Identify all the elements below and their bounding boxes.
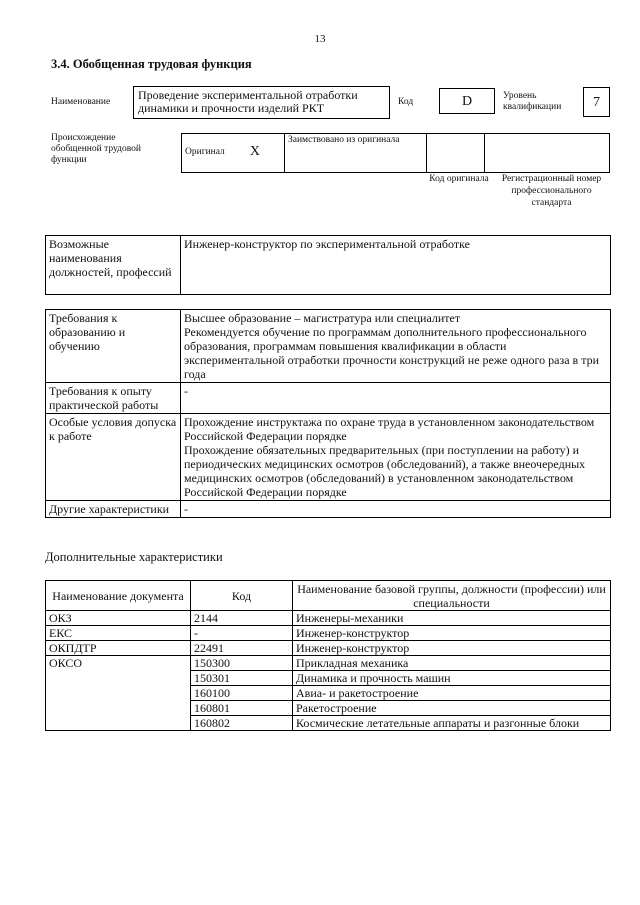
requirement-label: Требования к образованию и обучению (46, 310, 181, 383)
code-cell: 160801 (191, 701, 293, 716)
doc-cell: ОКСО (46, 656, 191, 731)
code-cell: 2144 (191, 611, 293, 626)
requirement-value (181, 501, 611, 518)
requirements-table (45, 309, 611, 518)
code-cell: 160802 (191, 716, 293, 731)
name-cell: Прикладная механика (293, 656, 611, 671)
requirement-row (46, 383, 611, 414)
origin-table (181, 133, 610, 173)
code-cell: 150300 (191, 656, 293, 671)
function-name-box (133, 86, 390, 119)
requirement-value (181, 310, 611, 383)
code-box (439, 88, 495, 114)
requirement-label: Другие характеристики (46, 501, 181, 518)
name-cell: Инженеры-механики (293, 611, 611, 626)
name-cell: Динамика и прочность машин (293, 671, 611, 686)
name-cell: Космические летательные аппараты и разгонные блоки (293, 716, 611, 731)
requirement-row (46, 310, 611, 383)
function-name: Проведение экспериментальной отработки динамики и прочности изделий РКТ (138, 88, 358, 115)
requirement-row (46, 414, 611, 501)
header-code: Код (191, 581, 293, 611)
requirement-line: - (184, 384, 188, 398)
section-title: 3.4. Обобщенная трудовая функция (51, 57, 252, 71)
page-number: 13 (314, 33, 326, 45)
code-original-note: Код оригинала (429, 174, 489, 184)
requirement-value (181, 414, 611, 501)
requirement-line: Высшее образование – магистратура или специалитет (184, 311, 461, 325)
doc-cell: ЕКС (46, 626, 191, 641)
borrowed-label: Заимствовано из оригинала (288, 135, 400, 145)
name-cell: Ракетостроение (293, 701, 611, 716)
requirement-label: Требования к опыту практической работы (46, 383, 181, 414)
original-mark: X (249, 144, 260, 159)
name-cell: Инженер-конструктор (293, 641, 611, 656)
name-cell: Инженер-конструктор (293, 626, 611, 641)
level-box (583, 87, 610, 117)
requirement-value (181, 383, 611, 414)
code-cell: 150301 (191, 671, 293, 686)
header-name: Наименование базовой группы, должности (профессии) или специальности (293, 581, 611, 611)
header-document: Наименование документа (46, 581, 191, 611)
requirement-line: Прохождение инструктажа по охране труда в установленном законодательством Российской Федерации порядке (184, 415, 595, 443)
reg-number-cell (485, 134, 610, 173)
borrowed-cell (285, 134, 427, 173)
table-row (46, 611, 611, 626)
table-row (46, 656, 611, 671)
requirement-line: Прохождение обязательных предварительных (при поступлении на работу) и периодических медицинских осмотров (обследований), а также внеочередных медицинских осмотров (обследований) в установленном законодательством Российской Федерации порядке (184, 443, 586, 499)
name-cell: Авиа- и ракетостроение (293, 686, 611, 701)
positions-table (45, 235, 611, 295)
doc-cell: ОКПДТР (46, 641, 191, 656)
code-label: Код (398, 97, 414, 107)
origin-label: Происхождение обобщенной трудовой функции (51, 133, 141, 165)
level-value: 7 (593, 95, 600, 110)
positions-label: Возможные наименования должностей, профессий (46, 236, 181, 295)
doc-cell: ОКЗ (46, 611, 191, 626)
name-label: Наименование (51, 97, 111, 107)
code-cell: 160100 (191, 686, 293, 701)
original-label: Оригинал (185, 147, 225, 157)
reg-number-note: Регистрационный номер профессионального стандарта (501, 174, 602, 208)
code-value: D (461, 94, 473, 109)
requirement-line: - (184, 502, 188, 516)
original-cell (182, 134, 285, 173)
table-row (46, 641, 611, 656)
level-label: Уровень квалификации (503, 91, 562, 112)
table-row (46, 626, 611, 641)
requirement-row (46, 501, 611, 518)
requirement-label: Особые условия допуска к работе (46, 414, 181, 501)
positions-value: Инженер-конструктор по экспериментальной отработке (181, 236, 611, 295)
code-original-cell (427, 134, 485, 173)
code-cell: - (191, 626, 293, 641)
requirement-line: Рекомендуется обучение по программам дополнительного профессионального образования, программам повышения квалификации в области экспериментальной отработки прочности конструкций не реже одного раза в три года (184, 325, 600, 381)
additional-title: Дополнительные характеристики (45, 550, 223, 564)
code-cell: 22491 (191, 641, 293, 656)
additional-table (45, 580, 611, 731)
